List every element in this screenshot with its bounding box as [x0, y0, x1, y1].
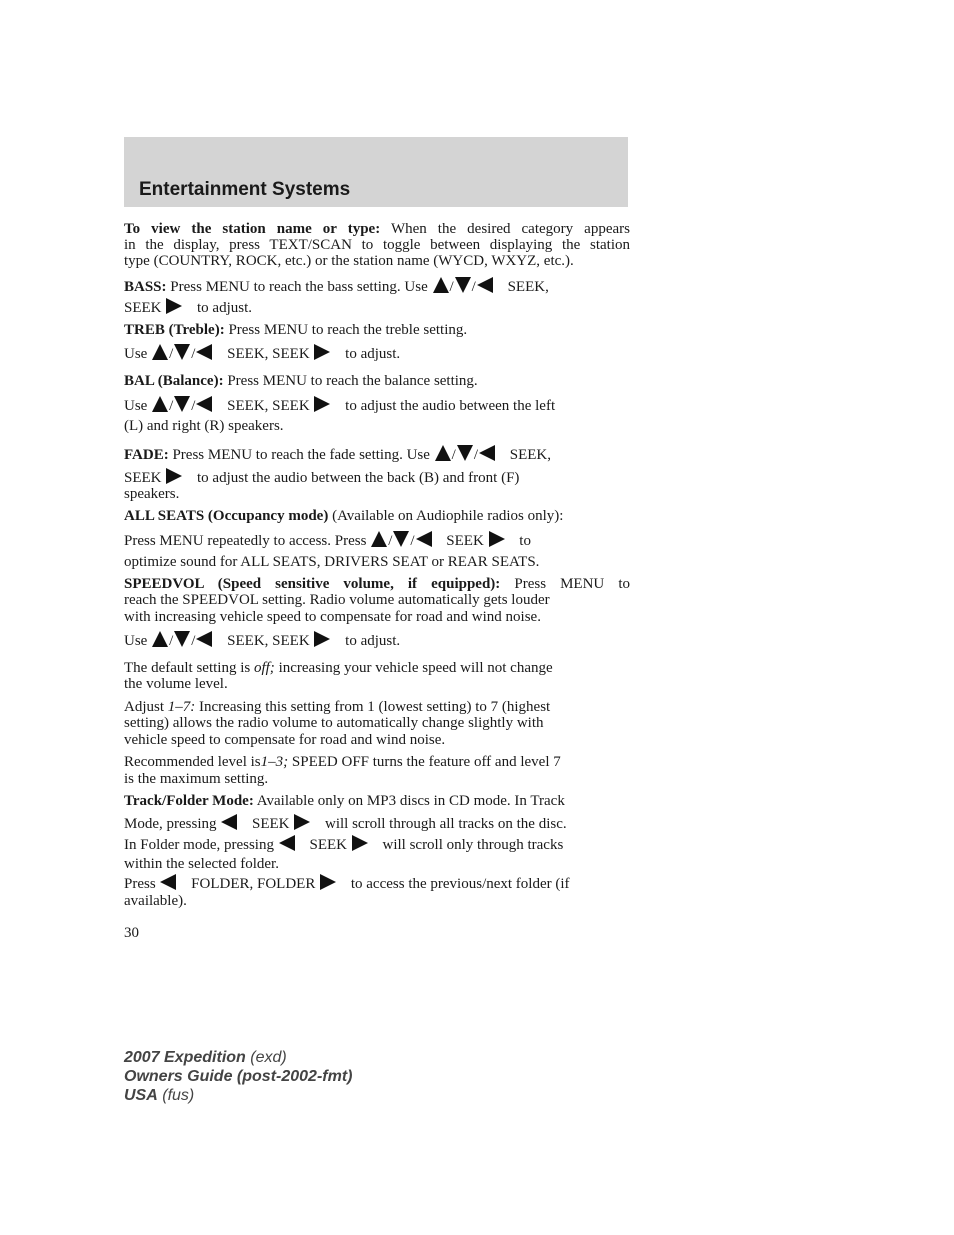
- right-arrow-icon: [352, 835, 368, 851]
- speedvol-line1: SPEEDVOL (Speed sensitive volume, if equipped): Press MENU to: [124, 576, 630, 592]
- footer-line1: 2007 Expedition (exd): [124, 1049, 287, 1066]
- adjust-range-line2: setting) allows the radio volume to automatically change slightly with: [124, 715, 544, 731]
- bass-label: BASS:: [124, 279, 167, 295]
- view-station-label: To view the station name or type:: [124, 221, 381, 237]
- down-arrow-icon: [174, 631, 190, 647]
- down-arrow-icon: [457, 445, 473, 461]
- left-arrow-icon: [279, 835, 295, 851]
- right-arrow-icon: [489, 531, 505, 547]
- recommended-line2: is the maximum setting.: [124, 771, 269, 787]
- right-arrow-icon: [314, 631, 330, 647]
- all-seats-line2: Press MENU repeatedly to access. Press / / SEEK to: [124, 533, 531, 549]
- speedvol-line4: Use / / SEEK, SEEK to adjust.: [124, 633, 401, 649]
- right-arrow-icon: [314, 396, 330, 412]
- all-seats-label: ALL SEATS (Occupancy mode): [124, 508, 329, 524]
- bal-line2: Use / / SEEK, SEEK to adjust the audio between the left: [124, 398, 556, 414]
- fade-line1: FADE: Press MENU to reach the fade setting. Use / / SEEK,: [124, 447, 551, 463]
- default-setting-line2: the volume level.: [124, 676, 228, 692]
- recommended-line1: Recommended level is1–3; SPEED OFF turns the feature off and level 7: [124, 754, 561, 770]
- view-station-line3: type (COUNTRY, ROCK, etc.) or the station name (WYCD, WXYZ, etc.).: [124, 253, 574, 269]
- right-arrow-icon: [320, 874, 336, 890]
- track-folder-line5: Press FOLDER, FOLDER to access the previous/next folder (if: [124, 876, 570, 892]
- fade-line2: SEEK to adjust the audio between the back (B) and front (F): [124, 470, 520, 486]
- bal-line3: (L) and right (R) speakers.: [124, 418, 284, 434]
- bal-line1: BAL (Balance): Press MENU to reach the balance setting.: [124, 373, 478, 389]
- left-arrow-icon: [221, 814, 237, 830]
- adjust-range-line1: Adjust 1–7: Increasing this setting from 1 (lowest setting) to 7 (highest: [124, 699, 551, 715]
- track-folder-line4: within the selected folder.: [124, 856, 279, 872]
- footer: [124, 1048, 352, 1105]
- bal-label: BAL (Balance):: [124, 373, 224, 389]
- bass-line2: SEEK to adjust.: [124, 300, 252, 316]
- right-arrow-icon: [166, 468, 182, 484]
- right-arrow-icon: [166, 298, 182, 314]
- default-setting-line1: The default setting is off; increasing your vehicle speed will not change: [124, 660, 553, 676]
- bass-line1: BASS: Press MENU to reach the bass setting. Use / / SEEK,: [124, 279, 549, 295]
- fade-line3: speakers.: [124, 486, 180, 502]
- right-arrow-icon: [314, 344, 330, 360]
- track-folder-line1: Track/Folder Mode: Available only on MP3 discs in CD mode. In Track: [124, 793, 565, 809]
- right-arrow-icon: [294, 814, 310, 830]
- down-arrow-icon: [174, 396, 190, 412]
- up-arrow-icon: [371, 531, 387, 547]
- left-arrow-icon: [196, 396, 212, 412]
- section-title: Entertainment Systems: [139, 179, 351, 200]
- down-arrow-icon: [393, 531, 409, 547]
- left-arrow-icon: [196, 344, 212, 360]
- track-folder-line3: In Folder mode, pressing SEEK will scroll only through tracks: [124, 837, 564, 853]
- left-arrow-icon: [416, 531, 432, 547]
- down-arrow-icon: [174, 344, 190, 360]
- up-arrow-icon: [152, 631, 168, 647]
- up-arrow-icon: [433, 277, 449, 293]
- left-arrow-icon: [477, 277, 493, 293]
- footer-line2: Owners Guide (post-2002-fmt): [124, 1068, 353, 1085]
- down-arrow-icon: [455, 277, 471, 293]
- up-arrow-icon: [152, 344, 168, 360]
- left-arrow-icon: [196, 631, 212, 647]
- treb-label: TREB (Treble):: [124, 322, 225, 338]
- track-folder-line2: Mode, pressing SEEK will scroll through all tracks on the disc.: [124, 816, 567, 832]
- up-arrow-icon: [435, 445, 451, 461]
- all-seats-line3: optimize sound for ALL SEATS, DRIVERS SEAT or REAR SEATS.: [124, 554, 540, 570]
- treb-line2: Use / / SEEK, SEEK to adjust.: [124, 346, 401, 362]
- treb-line1: TREB (Treble): Press MENU to reach the treble setting.: [124, 322, 468, 338]
- speedvol-label: SPEEDVOL (Speed sensitive volume, if equipped):: [124, 576, 501, 592]
- track-folder-label: Track/Folder Mode:: [124, 793, 254, 809]
- view-station-line1: To view the station name or type: When the desired category appears: [124, 221, 630, 237]
- adjust-range-line3: vehicle speed to compensate for road and wind noise.: [124, 732, 446, 748]
- left-arrow-icon: [160, 874, 176, 890]
- speedvol-line2: reach the SPEEDVOL setting. Radio volume automatically gets louder: [124, 592, 550, 608]
- view-station-line2: in the display, press TEXT/SCAN to toggle between displaying the station: [124, 237, 630, 253]
- fade-label: FADE:: [124, 447, 169, 463]
- footer-line3: USA (fus): [124, 1087, 195, 1104]
- track-folder-line6: available).: [124, 893, 187, 909]
- up-arrow-icon: [152, 396, 168, 412]
- section-header-band: [124, 137, 628, 207]
- speedvol-line3: with increasing vehicle speed to compensate for road and wind noise.: [124, 609, 541, 625]
- all-seats-line1: ALL SEATS (Occupancy mode) (Available on Audiophile radios only):: [124, 508, 564, 524]
- page-number: 30: [124, 925, 139, 941]
- left-arrow-icon: [479, 445, 495, 461]
